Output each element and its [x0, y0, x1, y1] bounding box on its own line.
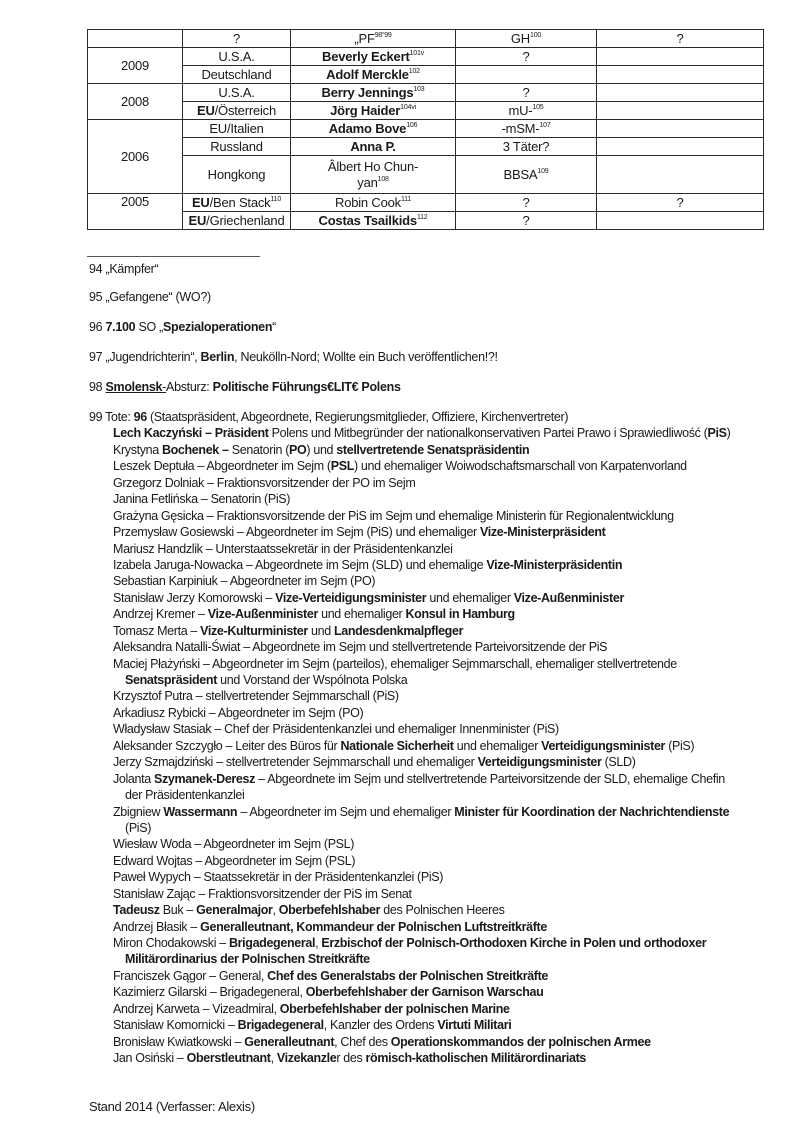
victim-text-bold: Verteidigungsminister — [541, 738, 666, 753]
victim-text: Polens und Mitbegründer der nationalkonservativen Partei Prawo i Sprawiedliwość ( — [268, 426, 708, 441]
country-prefix: EU — [191, 194, 210, 210]
footnote-number: 96 — [89, 320, 103, 334]
footnote-ref[interactable]: 103 — [413, 85, 425, 93]
country-cell: Russland — [183, 138, 291, 156]
victim-text: Stanisław Zając – Fraktionsvorsitzender der PiS im Senat — [113, 886, 412, 901]
footnote-ref[interactable]: 98“99 — [374, 31, 392, 39]
victim-text-bold: Vizekanzle — [276, 1051, 337, 1066]
footnote-separator — [87, 256, 260, 257]
victim-text: ) und ehemaliger Woiwodschaftsmarschall von Karpatenvorland — [354, 459, 687, 474]
year-cell: 2005 — [88, 194, 183, 230]
victim-text: Tomasz Merta – — [113, 623, 201, 638]
victim-text-bold: Vize-Ministerpräsident — [480, 525, 606, 540]
victim-text: Leszek Deptuła – Abgeordneter im Sejm ( — [113, 459, 331, 474]
footnote-text: Absturz: — [166, 380, 213, 394]
victim-list-item — [89, 442, 730, 458]
victim-text: Sebastian Karpiniuk – Abgeordneter im Sejm (PO) — [113, 574, 376, 589]
footnote-number: 94 — [89, 262, 103, 276]
victim-list-item — [89, 606, 730, 622]
victim-text: Andrzej Błasik – — [113, 919, 201, 934]
victim-text: Aleksandra Natalli-Świat – Abgeordnete im Sejm und stellvertretende Parteivorsitzende der PiS — [113, 640, 608, 655]
footnote-bold: Berlin — [200, 350, 235, 364]
victim-text: , — [270, 1051, 277, 1066]
table-row — [88, 156, 764, 194]
victim-text-bold: Vize-Außenminister — [513, 590, 624, 605]
victim-text: , Kanzler des Ordens — [323, 1018, 438, 1033]
footnote-text: (Staatspräsident, Abgeordnete, Regierungsmitglieder, Offiziere, Kirchenvertreter) — [146, 410, 569, 424]
footnote-text: , Neukölln-Nord; Wollte ein Buch veröffentlichen!?! — [234, 350, 498, 364]
footnote-bold: 96 — [133, 410, 147, 424]
victim-text-bold: Tadeusz — [113, 903, 160, 918]
victim-list — [89, 425, 730, 1066]
victim-text-bold: Brigadegeneral — [228, 936, 316, 950]
footnote-99 — [89, 409, 730, 1067]
victim-list-item — [89, 508, 730, 524]
victim-list-item — [89, 869, 730, 885]
footnote-ref[interactable]: 112 — [416, 213, 428, 221]
last-cell: ? — [597, 194, 764, 212]
victim-text-bold: Minister für Koordination der Nachrichtendienste — [454, 804, 730, 819]
victim-text: Paweł Wypych – Staatssekretär in der Präsidentenkanzlei (PiS) — [113, 870, 444, 885]
victim-text-bold: Szymanek-Deresz — [153, 771, 256, 786]
victim-list-item — [89, 1017, 730, 1033]
footnote-ref[interactable]: 105 — [532, 103, 544, 111]
footnote-text: „Gefangene“ (WO?) — [105, 290, 211, 304]
victim-list-item — [89, 705, 730, 721]
footnote-96 — [89, 320, 276, 334]
victim-list-continuation — [89, 820, 730, 836]
victim-list-item — [89, 475, 730, 491]
victim-text-bold: Oberbefehlshaber der polnischen Marine — [279, 1001, 510, 1016]
header-cell: ? — [183, 30, 291, 48]
victim-text-bold: Konsul in Hamburg — [405, 607, 515, 622]
victim-text-bold: stellvertretende Senatspräsidentin — [336, 442, 530, 457]
victim-text: Stanisław Komornicki – — [113, 1018, 238, 1033]
name-cell — [291, 212, 456, 230]
victim-text: , — [315, 936, 322, 950]
country-cell: EU/Italien — [183, 120, 291, 138]
victim-text: und ehemaliger — [453, 738, 542, 753]
victim-list-item — [89, 688, 730, 704]
gh-cell — [456, 156, 597, 194]
victim-text: Stanisław Jerzy Komorowski – — [113, 590, 276, 605]
victim-text-bold: Chef des Generalstabs der Polnischen Streitkräfte — [267, 968, 549, 983]
name-cell — [291, 156, 456, 194]
person-name-line1: Âlbert Ho Chun- — [327, 158, 419, 174]
victim-text-bold: Senatspräsident — [125, 673, 218, 687]
country-cell: U.S.A. — [183, 84, 291, 102]
victim-list-item — [89, 656, 730, 672]
gh-value: mU- — [508, 102, 533, 118]
victim-list-item — [89, 524, 730, 540]
victim-text: Miron Chodakowski – — [113, 936, 229, 950]
victim-text: Przemysław Gosiewski – Abgeordneter im Sejm (PiS) und ehemaliger — [113, 525, 480, 540]
victim-text-bold: Generalmajor — [196, 903, 273, 918]
victim-list-item — [89, 721, 730, 737]
table-row — [88, 120, 764, 138]
year-cell: 2006 — [88, 120, 183, 194]
country-cell: U.S.A. — [183, 48, 291, 66]
victim-text: Mariusz Handzlik – Unterstaatssekretär in der Präsidentenkanzlei — [113, 541, 453, 556]
victim-text: und — [307, 623, 334, 638]
victim-text: , Chef des — [334, 1034, 391, 1049]
header-cell — [456, 30, 597, 48]
footnote-bold: Politische Führungs€LIT€ Polens — [212, 380, 401, 394]
victim-text-bold: Landesdenkmalpfleger — [333, 623, 464, 638]
victim-text-bold: PiS — [707, 426, 727, 441]
footnote-number: 95 — [89, 290, 103, 304]
victim-text: Wiesław Woda – Abgeordneter im Sejm (PSL) — [113, 837, 355, 852]
table-row — [88, 212, 764, 230]
name-cell — [291, 194, 456, 212]
victim-text-bold: Erzbischof der Polnisch-Orthodoxen Kirche in Polen und orthodoxer — [321, 936, 707, 950]
footnote-97 — [89, 350, 498, 364]
victim-text: und ehemaliger — [317, 607, 406, 622]
footnote-text: „Kämpfer“ — [105, 262, 159, 276]
victim-text-bold: Virtuti Militari — [437, 1018, 512, 1033]
country-prefix: EU — [196, 102, 215, 118]
victim-text-bold: Generalleutnant — [244, 1034, 335, 1049]
footnote-bold: 7.100 — [105, 320, 136, 334]
person-name: Adamo Bove — [328, 120, 407, 136]
country-name: /Ben Stack — [209, 194, 271, 210]
victim-text-bold: Oberstleutnant — [186, 1051, 271, 1066]
victim-list-item — [89, 836, 730, 852]
gh-cell — [456, 102, 597, 120]
victim-list-continuation — [89, 787, 730, 803]
victim-list-item — [89, 573, 730, 589]
table-row — [88, 48, 764, 66]
victim-text-bold: PSL — [330, 459, 354, 474]
victim-text: Kazimierz Gilarski – Brigadegeneral, — [113, 985, 306, 1000]
footnote-text: - — [162, 380, 167, 394]
country-cell — [183, 102, 291, 120]
person-name: Jörg Haider — [330, 102, 401, 118]
victim-text: Grażyna Gęsicka – Fraktionsvorsitzende der PiS im Sejm und ehemalige Ministerin für Regionalentwicklung — [113, 508, 674, 523]
country-name: /Griechenland — [206, 212, 285, 228]
person-name: Costas Tsailkids — [318, 212, 417, 228]
victim-text-bold: Bochenek – — [161, 442, 229, 457]
victim-text: und ehemaliger — [426, 590, 514, 605]
last-cell — [597, 138, 764, 156]
victim-list-item — [89, 919, 730, 935]
victim-list-item — [89, 968, 730, 984]
incident-table — [87, 29, 764, 230]
victim-text: Andrzej Kremer – — [113, 607, 208, 622]
gh-cell: ? — [456, 194, 597, 212]
person-name: Anna P. — [350, 138, 396, 154]
victim-text: Andrzej Karweta – Vizeadmiral, — [113, 1001, 280, 1016]
country-cell: Deutschland — [183, 66, 291, 84]
footnote-ref[interactable]: 102 — [408, 67, 420, 75]
footnote-ref[interactable]: 106 — [406, 121, 418, 129]
footnote-ref[interactable]: 110 — [270, 195, 282, 203]
country-prefix: EU — [188, 212, 207, 228]
person-name: Robin Cook — [335, 194, 401, 210]
table-row — [88, 138, 764, 156]
victim-text-bold: Nationale Sicherheit — [340, 738, 454, 753]
victim-text-bold: Wassermann — [163, 804, 238, 819]
footnote-98 — [89, 380, 401, 394]
victim-text: Jan Osiński – — [113, 1051, 187, 1066]
footnote-text: „Jugendrichterin“, — [105, 350, 201, 364]
victim-text: (SLD) — [601, 755, 636, 770]
victim-text: Władysław Stasiak – Chef der Präsidentenkanzlei und ehemaliger Innenminister (PiS) — [113, 722, 559, 737]
victim-text: – Abgeordnete im Sejm und stellvertretende Parteivorsitzende der SLD, ehemalige Chefin — [255, 771, 725, 786]
victim-text: Aleksander Szczygło – Leiter des Büros für — [113, 738, 341, 753]
last-cell — [597, 120, 764, 138]
victim-text: Izabela Jaruga-Nowacka – Abgeordnete im Sejm (SLD) und ehemalige — [113, 557, 487, 572]
victim-text: (PiS) — [665, 738, 695, 753]
victim-list-item — [89, 1001, 730, 1017]
victim-list-item — [89, 1034, 730, 1050]
victim-list-item — [89, 590, 730, 606]
victim-text: Bronisław Kwiatkowski – — [113, 1034, 245, 1049]
gh-cell: ? — [456, 84, 597, 102]
table-row — [88, 194, 764, 212]
victim-text-bold: Vize-Außenminister — [207, 607, 318, 622]
person-name-line2: yan — [357, 174, 378, 190]
victim-text: Maciej Płażyński – Abgeordneter im Sejm (parteilos), ehemaliger Sejmmarschall, ehemaliger stellvertretende — [113, 656, 677, 671]
victim-list-item — [89, 1050, 730, 1066]
victim-list-continuation — [89, 672, 730, 688]
country-cell — [183, 194, 291, 212]
victim-list-item — [89, 623, 730, 639]
header-cell — [291, 30, 456, 48]
footnote-ref[interactable]: 104vi — [400, 103, 416, 111]
victim-text-bold: Oberbefehlshaber der Garnison Warschau — [305, 985, 544, 1000]
victim-text-bold: Brigadegeneral — [237, 1018, 324, 1033]
victim-text: Krystyna — [113, 442, 162, 457]
victim-list-item — [89, 886, 730, 902]
table-row — [88, 102, 764, 120]
last-cell — [597, 66, 764, 84]
name-cell — [291, 66, 456, 84]
victim-text-bold: Verteidigungsminister — [477, 755, 602, 770]
name-cell — [291, 102, 456, 120]
name-cell — [291, 48, 456, 66]
footnote-ref[interactable]: 101v — [409, 49, 424, 57]
table-row — [88, 84, 764, 102]
victim-text-bold: römisch-katholischen Militärordinariats — [365, 1051, 586, 1066]
victim-list-item — [89, 771, 730, 787]
last-cell — [597, 102, 764, 120]
victim-text: Janina Fetlińska – Senatorin (PiS) — [113, 492, 291, 507]
table-row — [88, 66, 764, 84]
victim-text: Senatorin ( — [228, 442, 290, 457]
victim-text-bold: Lech Kaczyński – Präsident — [113, 426, 269, 441]
footnote-95 — [89, 290, 211, 304]
country-cell: Hongkong — [183, 156, 291, 194]
gh-value: BBSA — [503, 166, 538, 182]
footnote-link[interactable]: Smolensk — [105, 380, 163, 394]
victim-text: Grzegorz Dolniak – Fraktionsvorsitzender der PO im Sejm — [113, 475, 416, 490]
victim-text-bold: Vize-Kulturminister — [200, 623, 308, 638]
person-name: Adolf Merckle — [326, 66, 409, 82]
victim-text: , — [272, 903, 279, 918]
footnote-99-intro — [89, 409, 730, 425]
last-cell — [597, 212, 764, 230]
last-cell — [597, 156, 764, 194]
victim-text: Franciszek Gągor – General, — [113, 968, 268, 983]
year-cell: 2009 — [88, 48, 183, 84]
header-gh: GH — [510, 30, 530, 46]
footnote-bold: Spezialoperationen — [162, 320, 273, 334]
victim-list-item — [89, 902, 730, 918]
person-name: Beverly Eckert — [322, 48, 410, 64]
victim-text: des Polnischen Heeres — [380, 903, 505, 918]
victim-text: Jerzy Szmajdziński – stellvertretender Sejmmarschall und ehemaliger — [113, 755, 478, 770]
country-name: /Österreich — [214, 102, 277, 118]
victim-text: ) — [726, 426, 731, 441]
gh-cell — [456, 120, 597, 138]
footer-text: Stand 2014 (Verfasser: Alexis) — [89, 1099, 255, 1114]
year-cell: 2008 — [88, 84, 183, 120]
gh-cell: ? — [456, 48, 597, 66]
victim-text-bold: Oberbefehlshaber — [278, 903, 381, 918]
last-cell — [597, 48, 764, 66]
gh-cell — [456, 66, 597, 84]
footnote-number: 97 — [89, 350, 103, 364]
victim-text: Krzysztof Putra – stellvertretender Sejmmarschall (PiS) — [113, 689, 399, 704]
victim-list-item — [89, 557, 730, 573]
footnote-ref[interactable]: 107 — [539, 121, 551, 129]
victim-text: (PiS) — [125, 820, 152, 835]
victim-list-item — [89, 853, 730, 869]
name-cell — [291, 138, 456, 156]
victim-text-bold: PO — [289, 442, 307, 457]
victim-list-item — [89, 935, 730, 951]
victim-text: Edward Wojtas – Abgeordneter im Sejm (PSL) — [113, 853, 356, 868]
victim-text-bold: Vize-Ministerpräsidentin — [486, 557, 623, 572]
victim-list-item — [89, 804, 730, 820]
person-name: Berry Jennings — [321, 84, 414, 100]
victim-text-bold: Operationskommandos der polnischen Armee — [390, 1034, 651, 1049]
victim-list-item — [89, 491, 730, 507]
gh-value: -mSM- — [501, 120, 540, 136]
footnote-ref[interactable]: 109 — [537, 167, 549, 175]
victim-list-item — [89, 425, 730, 441]
victim-text-bold: Vize-Verteidigungsminister — [275, 590, 427, 605]
victim-text: r des — [336, 1051, 366, 1066]
last-cell — [597, 84, 764, 102]
footnote-text: Tote: — [105, 410, 134, 424]
table-header-row — [88, 30, 764, 48]
gh-cell: ? — [456, 212, 597, 230]
victim-list-item — [89, 754, 730, 770]
victim-text: Jolanta — [113, 771, 154, 786]
footnote-text: “ — [272, 320, 277, 334]
victim-text: Zbigniew — [113, 804, 164, 819]
victim-text: ) und — [306, 442, 337, 457]
victim-list-item — [89, 738, 730, 754]
victim-list-item — [89, 639, 730, 655]
victim-text: und Vorstand der Wspólnota Polska — [217, 673, 408, 687]
footnote-ref[interactable]: 108 — [377, 175, 389, 183]
footnote-ref[interactable]: 100 — [530, 31, 542, 39]
victim-list-item — [89, 541, 730, 557]
name-cell — [291, 120, 456, 138]
victim-text-bold: Generalleutnant, Kommandeur der Polnischen Luftstreitkräfte — [200, 919, 547, 934]
victim-text: der Präsidentenkanzlei — [125, 788, 245, 803]
header-cell: ? — [597, 30, 764, 48]
header-pf: „PF — [354, 30, 375, 46]
footnote-number: 99 — [89, 410, 103, 424]
name-cell — [291, 84, 456, 102]
victim-text: Buk – — [159, 903, 197, 918]
footnote-text: SO „ — [135, 320, 163, 334]
footnote-94 — [89, 262, 158, 276]
victim-list-continuation — [89, 951, 730, 967]
footnote-number: 98 — [89, 380, 103, 394]
gh-cell: 3 Täter? — [456, 138, 597, 156]
country-cell — [183, 212, 291, 230]
victim-list-item — [89, 984, 730, 1000]
victim-text: – Abgeordneter im Sejm und ehemaliger — [237, 804, 455, 819]
footnote-ref[interactable]: 111 — [400, 195, 411, 203]
header-cell — [88, 30, 183, 48]
victim-list-item — [89, 458, 730, 474]
victim-text: Arkadiusz Rybicki – Abgeordneter im Sejm (PO) — [113, 705, 364, 720]
victim-text-bold: Militärordinarius der Polnischen Streitkräfte — [125, 952, 370, 967]
